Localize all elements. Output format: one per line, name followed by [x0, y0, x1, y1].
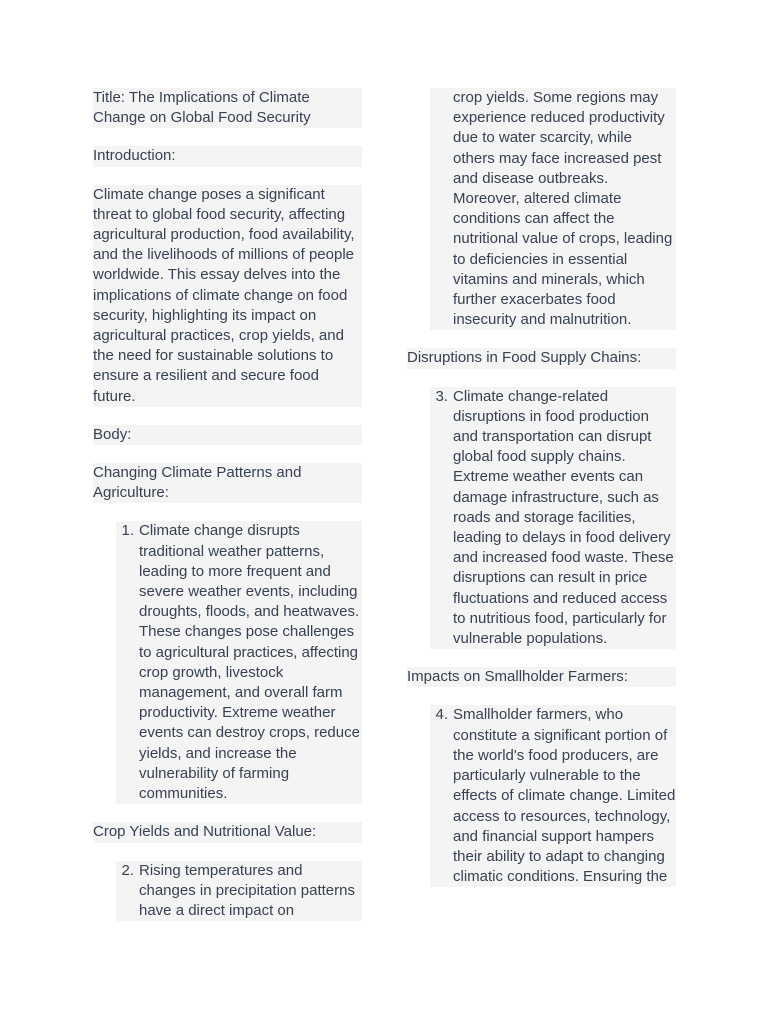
list-item-2-continued — [430, 88, 676, 330]
document-title: Title: The Implications of Climate Change on Global Food Security — [93, 88, 362, 128]
list-item-1-text: Climate change disrupts traditional weather patterns, leading to more frequent and severe weather events, including droughts, floods, and heatwaves. These changes pose challenges to agricultural practices, affecting crop growth, livestock management, and overall farm productivity. Extreme weather events can destroy crops, reduce yields, and increase the vulnerability of farming communities. — [139, 522, 360, 803]
left-column — [93, 88, 362, 939]
list-item-2 — [116, 861, 362, 922]
list-item-3-text: Climate change-related disruptions in food production and transportation can disrupt global food supply chains. Extreme weather events can damage infrastructure, such as roads and storage facilities, leading to delays in food delivery and increased food waste. These disruptions can result in price fluctuations and reduced access to nutritious food, particularly for vulnerable populations. — [453, 387, 674, 648]
body-heading: Body: — [93, 425, 362, 445]
introduction-paragraph: Climate change poses a significant threat to global food security, affecting agricultural production, food availability, and the livelihoods of millions of people worldwide. This essay delves into the implications of climate change on food security, highlighting its impact on agricultural practices, crop yields, and the need for sustainable solutions to ensure a resilient and secure food future. — [93, 185, 362, 407]
section-heading-smallholder-farmers: Impacts on Smallholder Farmers: — [407, 667, 676, 687]
list-item-2-text-part1: Rising temperatures and changes in precipitation patterns have a direct impact on — [139, 861, 355, 919]
list-item-4-text: Smallholder farmers, who constitute a significant portion of the world's food producers, are particularly vulnerable to the effects of climate change. Limited access to resources, technology, and financial support hampers their ability to adapt to changing climatic conditions. Ensuring the — [453, 706, 676, 886]
list-number-4: 4. — [435, 706, 448, 724]
right-column — [407, 88, 676, 905]
list-item-3 — [430, 387, 676, 650]
section-heading-supply-chains: Disruptions in Food Supply Chains: — [407, 348, 676, 368]
introduction-heading: Introduction: — [93, 146, 362, 166]
list-number-3: 3. — [435, 387, 448, 405]
section-heading-crop-yields: Crop Yields and Nutritional Value: — [93, 822, 362, 842]
section-heading-climate-patterns: Changing Climate Patterns and Agriculture: — [93, 463, 362, 503]
list-number-2: 2. — [121, 861, 134, 879]
list-item-4 — [430, 705, 676, 887]
list-item-2-text-part2: crop yields. Some regions may experience reduced productivity due to water scarcity, while others may face increased pest and disease outbreaks. Moreover, altered climate conditions can affect the nutritional value of crops, leading to deficiencies in essential vitamins and minerals, which further exacerbates food insecurity and malnutrition. — [453, 89, 673, 329]
list-number-1: 1. — [121, 522, 134, 540]
list-item-1 — [116, 521, 362, 804]
